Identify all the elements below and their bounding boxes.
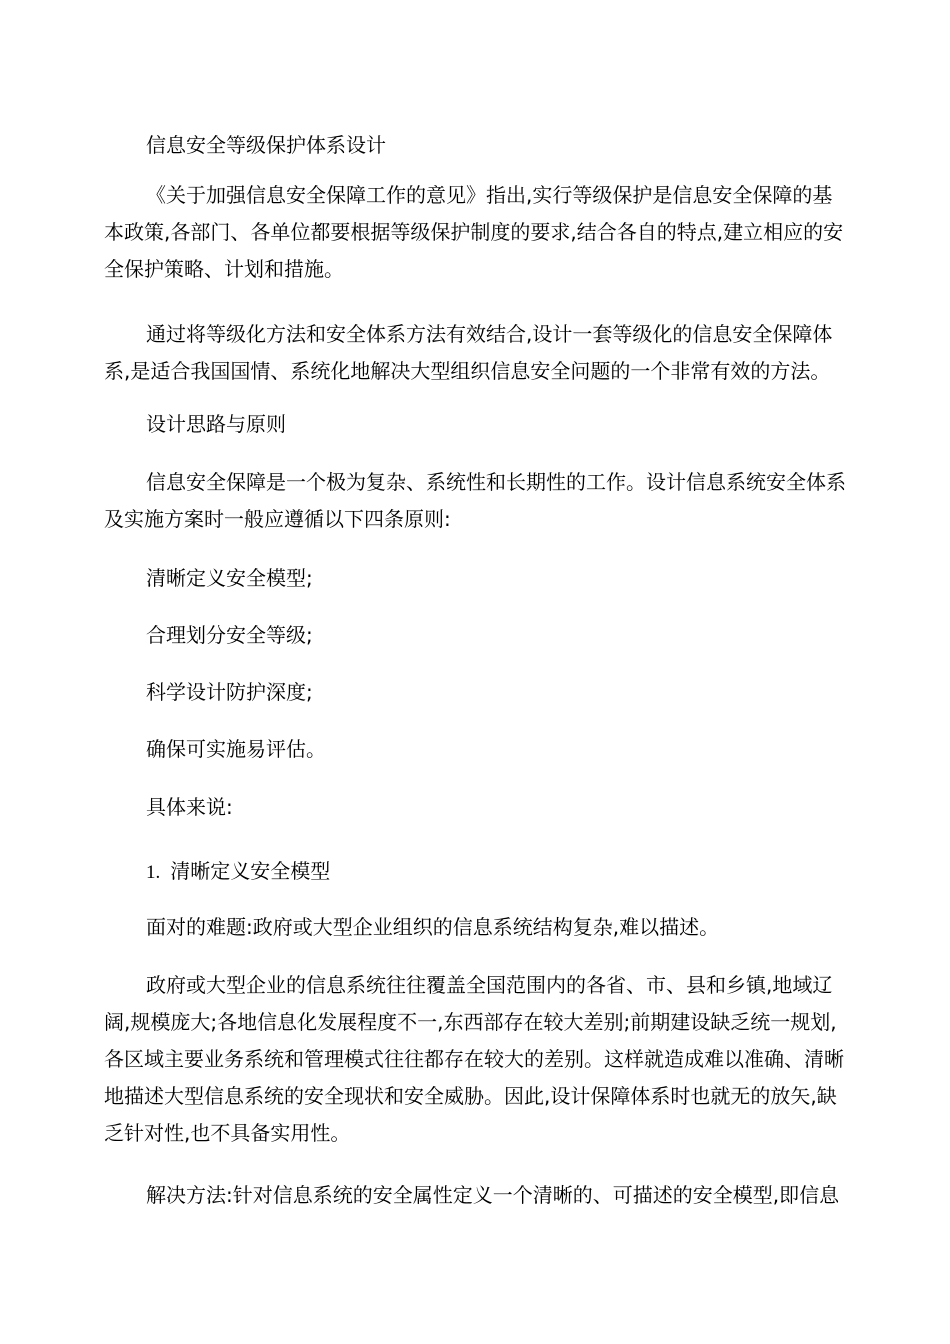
problem-statement: 面对的难题:政府或大型企业组织的信息系统结构复杂,难以描述。 — [146, 915, 720, 939]
principle-item-3: 科学设计防护深度; — [146, 680, 313, 704]
section-heading: 设计思路与原则 — [146, 412, 286, 436]
item-title: 清晰定义安全模型 — [170, 859, 331, 883]
specifically-label: 具体来说: — [146, 795, 233, 819]
solution-paragraph: 解决方法:针对信息系统的安全属性定义一个清晰的、可描述的安全模型,即信息 — [146, 1183, 840, 1207]
document-title: 信息安全等级保护体系设计 — [146, 133, 386, 157]
principle-item-1: 清晰定义安全模型; — [146, 566, 313, 590]
intro-paragraph-2: 通过将等级化方法和安全体系方法有效结合,设计一套等级化的信息安全保障体系,是适合我国国情、系统化地解决大型组织信息安全问题的一个非常有效的方法。 — [104, 322, 833, 383]
item-number: 1. — [146, 862, 161, 883]
principles-intro-paragraph: 信息安全保障是一个极为复杂、系统性和长期性的工作。设计信息系统安全体系及实施方案时一般应遵循以下四条原则: — [104, 470, 846, 531]
numbered-heading-1 — [104, 853, 849, 891]
principle-item-4: 确保可实施易评估。 — [146, 737, 326, 761]
problem-detail-paragraph: 政府或大型企业的信息系统往往覆盖全国范围内的各省、市、县和乡镇,地域辽阔,规模庞大;各地信息化发展程度不一,东西部存在较大差别;前期建设缺乏统一规划,各区域主要业务系统和管理模式往往都存在较大的差别。这样就造成难以准确、清晰地描述大型信息系统的安全现状和安全威胁。因此,设计保障体系时也就无的放矢,缺乏针对性,也不具备实用性。 — [104, 973, 844, 1145]
intro-paragraph-1: 《关于加强信息安全保障工作的意见》指出,实行等级保护是信息安全保障的基本政策,各部门、各单位都要根据等级保护制度的要求,结合各自的特点,建立相应的安全保护策略、计划和措施。 — [104, 183, 844, 281]
principle-item-2: 合理划分安全等级; — [146, 623, 313, 647]
